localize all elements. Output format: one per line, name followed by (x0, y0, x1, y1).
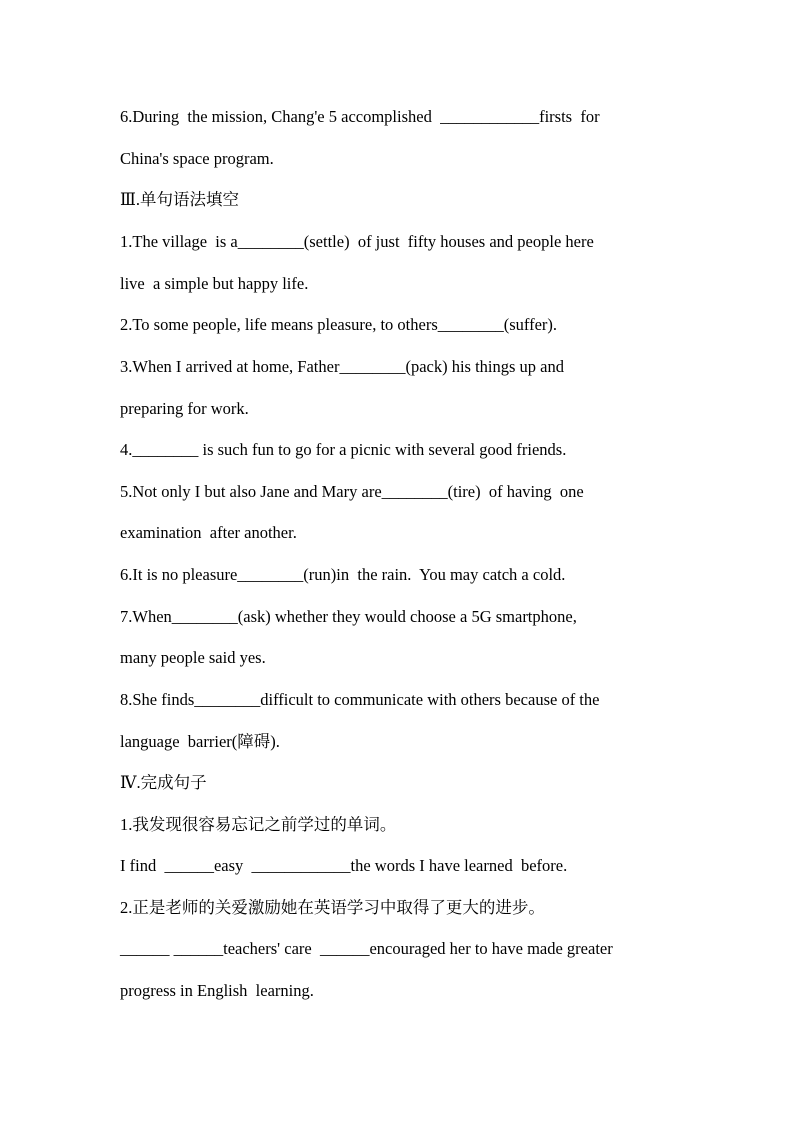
grammar-item-8-line-2: language barrier(障碍). (120, 732, 280, 751)
grammar-item-8-line-1: 8.She finds________difficult to communicate with others because of the (120, 690, 600, 709)
grammar-item-5-line-1: 5.Not only I but also Jane and Mary are________(tire) of having one (120, 482, 584, 501)
grammar-item-1-line-1: 1.The village is a________(settle) of just fifty houses and people here (120, 232, 594, 251)
grammar-item-7-line-2: many people said yes. (120, 648, 266, 667)
grammar-item-2: 2.To some people, life means pleasure, to others________(suffer). (120, 315, 558, 334)
sentence-item-2-english-line-2: progress in English learning. (120, 981, 314, 1000)
grammar-item-7-line-1: 7.When________(ask) whether they would choose a 5G smartphone, (120, 607, 577, 626)
sentence-item-1-chinese: 1.我发现很容易忘记之前学过的单词。 (120, 815, 397, 834)
grammar-item-1-line-2: live a simple but happy life. (120, 274, 309, 293)
grammar-item-3-line-2: preparing for work. (120, 399, 249, 418)
exercise-2-item-6-line-1: 6.During the mission, Chang'e 5 accomplished ____________firsts for (120, 107, 600, 126)
grammar-item-3-line-1: 3.When I arrived at home, Father________(pack) his things up and (120, 357, 565, 376)
sentence-item-2-chinese: 2.正是老师的关爱激励她在英语学习中取得了更大的进步。 (120, 898, 545, 917)
section-3-heading: Ⅲ.单句语法填空 (120, 190, 240, 209)
grammar-item-4: 4.________ is such fun to go for a picnic with several good friends. (120, 440, 567, 459)
section-4-heading: Ⅳ.完成句子 (120, 773, 207, 792)
sentence-item-2-english-line-1: ______ ______teachers' care ______encouraged her to have made greater (120, 939, 613, 958)
grammar-item-5-line-2: examination after another. (120, 523, 297, 542)
exercise-2-item-6-line-2: China's space program. (120, 149, 274, 168)
grammar-item-6: 6.It is no pleasure________(run)in the rain. You may catch a cold. (120, 565, 566, 584)
sentence-item-1-english: I find ______easy ____________the words I have learned before. (120, 856, 568, 875)
